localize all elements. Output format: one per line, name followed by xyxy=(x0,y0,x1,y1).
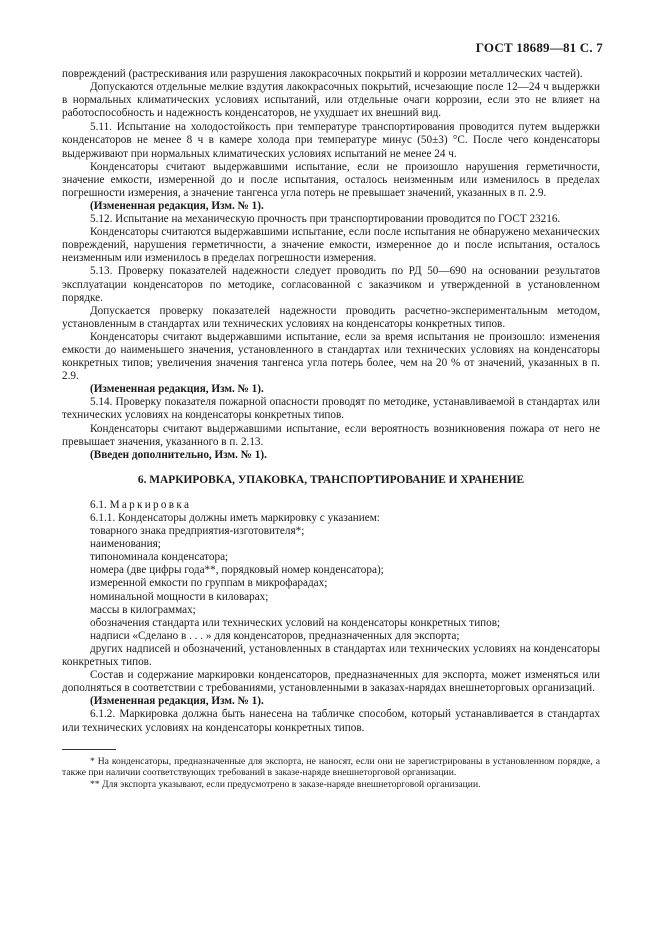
paragraph: Конденсаторы считают выдержавшими испытание, если вероятность возникновения пожара от него не превышает значения, указанного в п. 2.13. xyxy=(62,422,600,448)
footnote: ** Для экспорта указывают, если предусмотрено в заказе-наряде внешнеторговой организации. xyxy=(90,778,481,790)
clause-6-1-1: 6.1.1. Конденсаторы должны иметь маркировку с указанием: xyxy=(90,512,380,524)
subsection-title: Маркировка xyxy=(109,498,192,511)
paragraph: Конденсаторы считают выдержавшими испытание, если не произошло нарушения герметичности, значение емкости, измеренной до и после испытания, осталось неизменным или изменилось в пределах погрешности измерения, а значение тангенса угла потерь не превышает значений, указанных в п. 2.9. xyxy=(62,160,600,199)
list-item: типономинала конденсатора; xyxy=(90,551,229,564)
paragraph: повреждений (растрескивания или разрушения лакокрасочных покрытий и коррозии металлических частей). xyxy=(62,68,583,80)
addition-note: (Введен дополнительно, Изм. № 1). xyxy=(90,448,267,461)
revision-note: (Измененная редакция, Изм. № 1). xyxy=(90,695,264,708)
paragraph: Допускаются отдельные мелкие вздутия лакокрасочных покрытий, исчезающие после 12—24 ч выдержки в нормальных климатических условиях испытаний, или отдельные очаги коррозии, если это не влияет на работоспособность и надежность конденсаторов, не ухудшает их внешний вид. xyxy=(62,81,600,120)
list-item: надписи «Сделано в . . . » для конденсаторов, предназначенных для экспорта; xyxy=(90,629,460,642)
list-item: номера (две цифры года**, порядковый номер конденсатора); xyxy=(90,564,384,577)
list-item: других надписей и обозначений, установленных в стандартах или технических условиях на конденсаторы конкретных типов. xyxy=(62,642,600,669)
clause-6-1-2: 6.1.2. Маркировка должна быть нанесена на табличке способом, который устанавливается в стандартах или технических условиях на конденсаторы конкретных типов. xyxy=(62,708,600,734)
paragraph: Конденсаторы считаются выдержавшими испытание, если после испытания не обнаружено механических повреждений, нарушения герметичности, а значение емкости, измеренное до и после испытания, осталось неизменным или изменилось в пределах погрешности измерения. xyxy=(62,226,600,265)
section-title: 6. МАРКИРОВКА, УПАКОВКА, ТРАНСПОРТИРОВАНИЕ И ХРАНЕНИЕ xyxy=(137,473,525,486)
list-item: массы в килограммах; xyxy=(90,603,196,616)
page-header: ГОСТ 18689—81 С. 7 xyxy=(475,40,603,55)
list-item: номинальной мощности в киловарах; xyxy=(90,590,269,603)
revision-note: (Измененная редакция, Изм. № 1). xyxy=(90,199,264,212)
document-body xyxy=(62,68,600,790)
clause-5-14: 5.14. Проверку показателя пожарной опасности проводят по методике, устанавливаемой в стандартах или технических условиях на конденсаторы конкретных типов. xyxy=(62,396,600,422)
subsection-heading xyxy=(62,499,600,512)
revision-note: (Измененная редакция, Изм. № 1). xyxy=(90,383,264,396)
list-item: измеренной емкости по группам в микрофарадах; xyxy=(90,577,328,590)
clause-5-12: 5.12. Испытание на механическую прочность при транспортировании проводится по ГОСТ 23216. xyxy=(90,213,561,226)
footnote: * На конденсаторы, предназначенные для экспорта, не наносят, если они не зарегистрированы в установленном порядке, а также при наличии соответствующих требований в заказе-наряде внешнеторговой организации. xyxy=(62,755,600,779)
paragraph: Конденсаторы считают выдержавшими испытание, если за время испытания не произошло: изменения емкости до наименьшего значения, установленного в стандартах или технических условиях на конденсаторы конкретных типов; увеличения значения тангенса угла потерь более, чем на 20 % от значений, указанных в п. 2.9. xyxy=(62,330,600,383)
footnote-divider xyxy=(62,749,116,750)
paragraph: Допускается проверку показателей надежности проводить расчетно-экспериментальным методом, установленным в стандартах или технических условиях на конденсаторы конкретных типов. xyxy=(62,304,600,330)
list-item: товарного знака предприятия-изготовителя*; xyxy=(90,525,305,538)
list-item: наименования; xyxy=(90,538,161,551)
paragraph: Состав и содержание маркировки конденсаторов, предназначенных для экспорта, может изменяться или дополняться в соответствии с требованиями, установленными в заказах-нарядах внешнеторговых организаций. xyxy=(62,669,600,695)
subsection-number: 6.1. xyxy=(90,498,107,511)
list-item: обозначения стандарта или технических условий на конденсаторы конкретных типов; xyxy=(90,616,501,629)
clause-5-11: 5.11. Испытание на холодостойкость при температуре транспортирования проводится путем выдержки конденсаторов не менее 8 ч в камере холода при температуре минус (50±3) °С. После чего конденсаторы выдерживают при нормальных климатических условиях испытаний не менее 24 ч. xyxy=(62,121,600,160)
clause-5-13: 5.13. Проверку показателей надежности следует проводить по РД 50—690 на основании результатов эксплуатации конденсаторов по методике, согласованной с заказчиком и утвержденной в установленном порядке. xyxy=(62,265,600,304)
